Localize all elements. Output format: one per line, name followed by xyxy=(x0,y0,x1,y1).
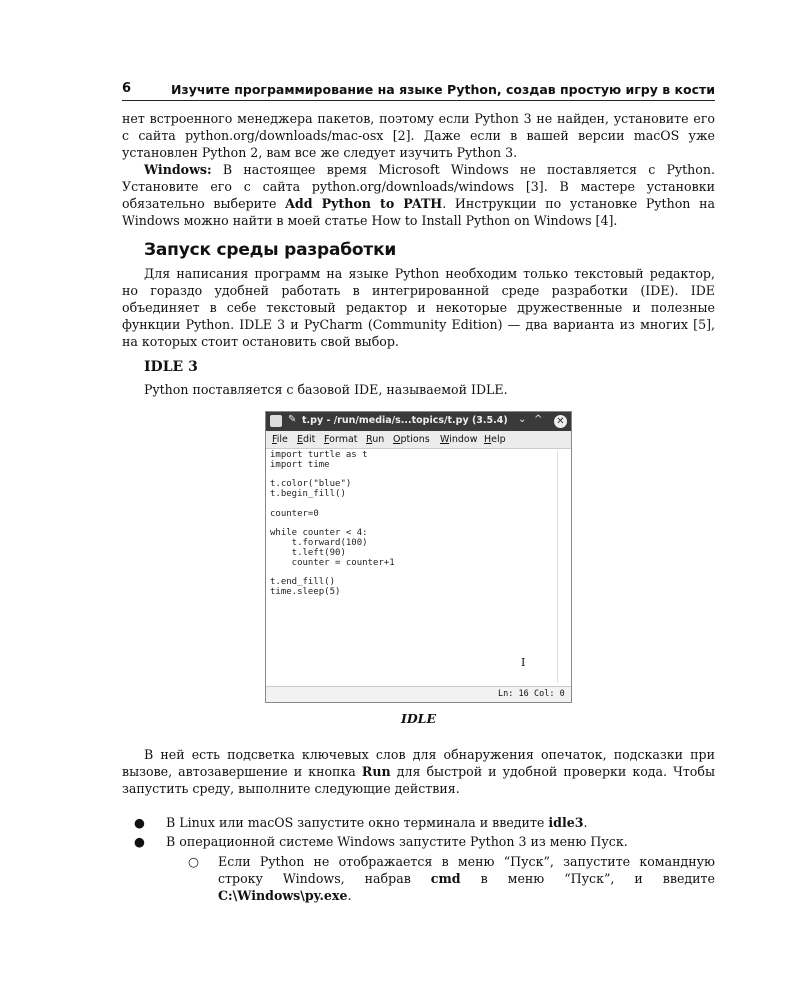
sub-bullet-text xyxy=(218,853,715,904)
code-line: time.sleep(5) xyxy=(270,587,341,598)
menu-file: File xyxy=(272,434,288,445)
maximize-icon: ^ xyxy=(534,414,543,425)
code-line: t.color("blue") xyxy=(270,479,352,490)
idle-code-editor xyxy=(270,451,558,683)
subsection-heading: IDLE 3 xyxy=(144,359,198,375)
code-line: while counter < 4: xyxy=(270,528,368,539)
subsection-paragraph: Python поставляется с базовой IDE, называемой IDLE. xyxy=(144,382,508,397)
cmd-command: cmd xyxy=(430,871,461,886)
after-text-2: для быстрой и удобной проверки кода. Чтобы запустить среду, выполните следующие действия. xyxy=(122,764,715,796)
menu-format: Format xyxy=(324,434,358,445)
menu-run: Run xyxy=(366,434,385,445)
code-line: counter=0 xyxy=(270,508,319,519)
menu-edit: Edit xyxy=(297,434,316,445)
add-python-to-path: Add Python to PATH xyxy=(285,196,443,211)
bullet-mark: ● xyxy=(134,815,145,830)
sub-text-2: в меню “Пуск”, и введите xyxy=(460,871,715,886)
code-line: counter = counter+1 xyxy=(270,557,395,568)
list-item xyxy=(122,814,715,831)
idle-titlebar xyxy=(266,412,571,431)
code-line: import time xyxy=(270,459,330,470)
run-label: Run xyxy=(361,764,391,779)
pin-icon: ✎ xyxy=(288,414,297,425)
intro-paragraph-1: нет встроенного менеджера пакетов, поэтому если Python 3 не найден, установите его с сайта python.org/downloads/mac-osx [2]. Даже если в вашей версии macOS уже установлен Python 2, вам все же следует изучить Python 3. xyxy=(122,111,715,160)
code-line: t.begin_fill() xyxy=(270,489,346,500)
bullet-text-1 xyxy=(166,814,715,831)
code-line: import turtle as t xyxy=(270,450,368,460)
idle-statusbar xyxy=(266,686,571,702)
sub-text-1: Если Python не отображается в меню “Пуск”, запустите командную строку Windows, набрав xyxy=(218,854,715,886)
bullet-1-end: . xyxy=(583,815,588,830)
list-item xyxy=(122,833,715,850)
bullet-1-text: В Linux или macOS запустите окно терминала и введите xyxy=(166,815,549,830)
status-col: Col: 0 xyxy=(534,689,565,699)
idle-window-screenshot xyxy=(265,411,572,703)
code-line: t.forward(100) xyxy=(270,538,368,549)
sub-text-3: . xyxy=(347,888,352,903)
idle3-command: idle3 xyxy=(548,815,584,830)
after-text-1: В ней есть подсветка ключевых слов для обнаружения опечаток, подсказки при вызове, автозавершение и кнопка xyxy=(122,747,715,779)
menu-help: Help xyxy=(484,434,506,445)
code-line: t.end_fill() xyxy=(270,577,336,588)
section-heading: Запуск среды разработки xyxy=(144,240,397,260)
page-number: 6 xyxy=(122,81,132,96)
windows-label: Windows: xyxy=(144,162,212,177)
close-icon: ✕ xyxy=(554,415,567,428)
minimize-icon: ⌄ xyxy=(518,414,527,425)
running-header xyxy=(122,80,715,101)
idle-app-icon xyxy=(270,415,282,427)
list-item xyxy=(122,853,715,904)
text-cursor-icon: I xyxy=(521,656,526,669)
py-exe-path: C:\Windows\py.exe xyxy=(218,888,348,903)
menu-options: Options xyxy=(393,434,430,445)
windows-text-2: . Инструкции по установке Python на Windows можно найти в моей статье How to Install Python on Windows [4]. xyxy=(122,196,715,228)
bullet-mark: ● xyxy=(134,834,145,849)
bullet-text-2: В операционной системе Windows запустите Python 3 из меню Пуск. xyxy=(166,834,628,849)
windows-text-1: В настоящее время Microsoft Windows не поставляется с Python. Установите его с сайта python.org/downloads/windows [3]. В мастере установки обязательно выберите xyxy=(122,162,715,211)
menu-window: Window xyxy=(440,434,478,445)
sub-bullet-mark: ○ xyxy=(188,854,199,869)
idle-window-title: t.py - /run/media/s...topics/t.py (3.5.4) xyxy=(302,415,508,426)
figure-caption: IDLE xyxy=(400,711,436,726)
running-title: Изучите программирование на языке Python, создав простую игру в кости xyxy=(170,82,715,97)
idle-scrollbar xyxy=(557,451,567,683)
status-line: Ln: 16 xyxy=(498,689,529,699)
idle-menubar xyxy=(266,431,571,449)
intro-paragraph-windows xyxy=(122,161,715,229)
section-paragraph: Для написания программ на языке Python необходим только текстовый редактор, но гораздо удобней работать в интегрированной среде разработки (IDE). IDE объединяет в себе текстовый редактор и некоторые дружественные и полезные функции Python. IDLE 3 и PyCharm (Community Edition) — два варианта из многих [5], на которых стоит остановить свой выбор. xyxy=(122,266,715,349)
code-line: t.left(90) xyxy=(270,547,346,558)
after-paragraph xyxy=(122,746,715,797)
